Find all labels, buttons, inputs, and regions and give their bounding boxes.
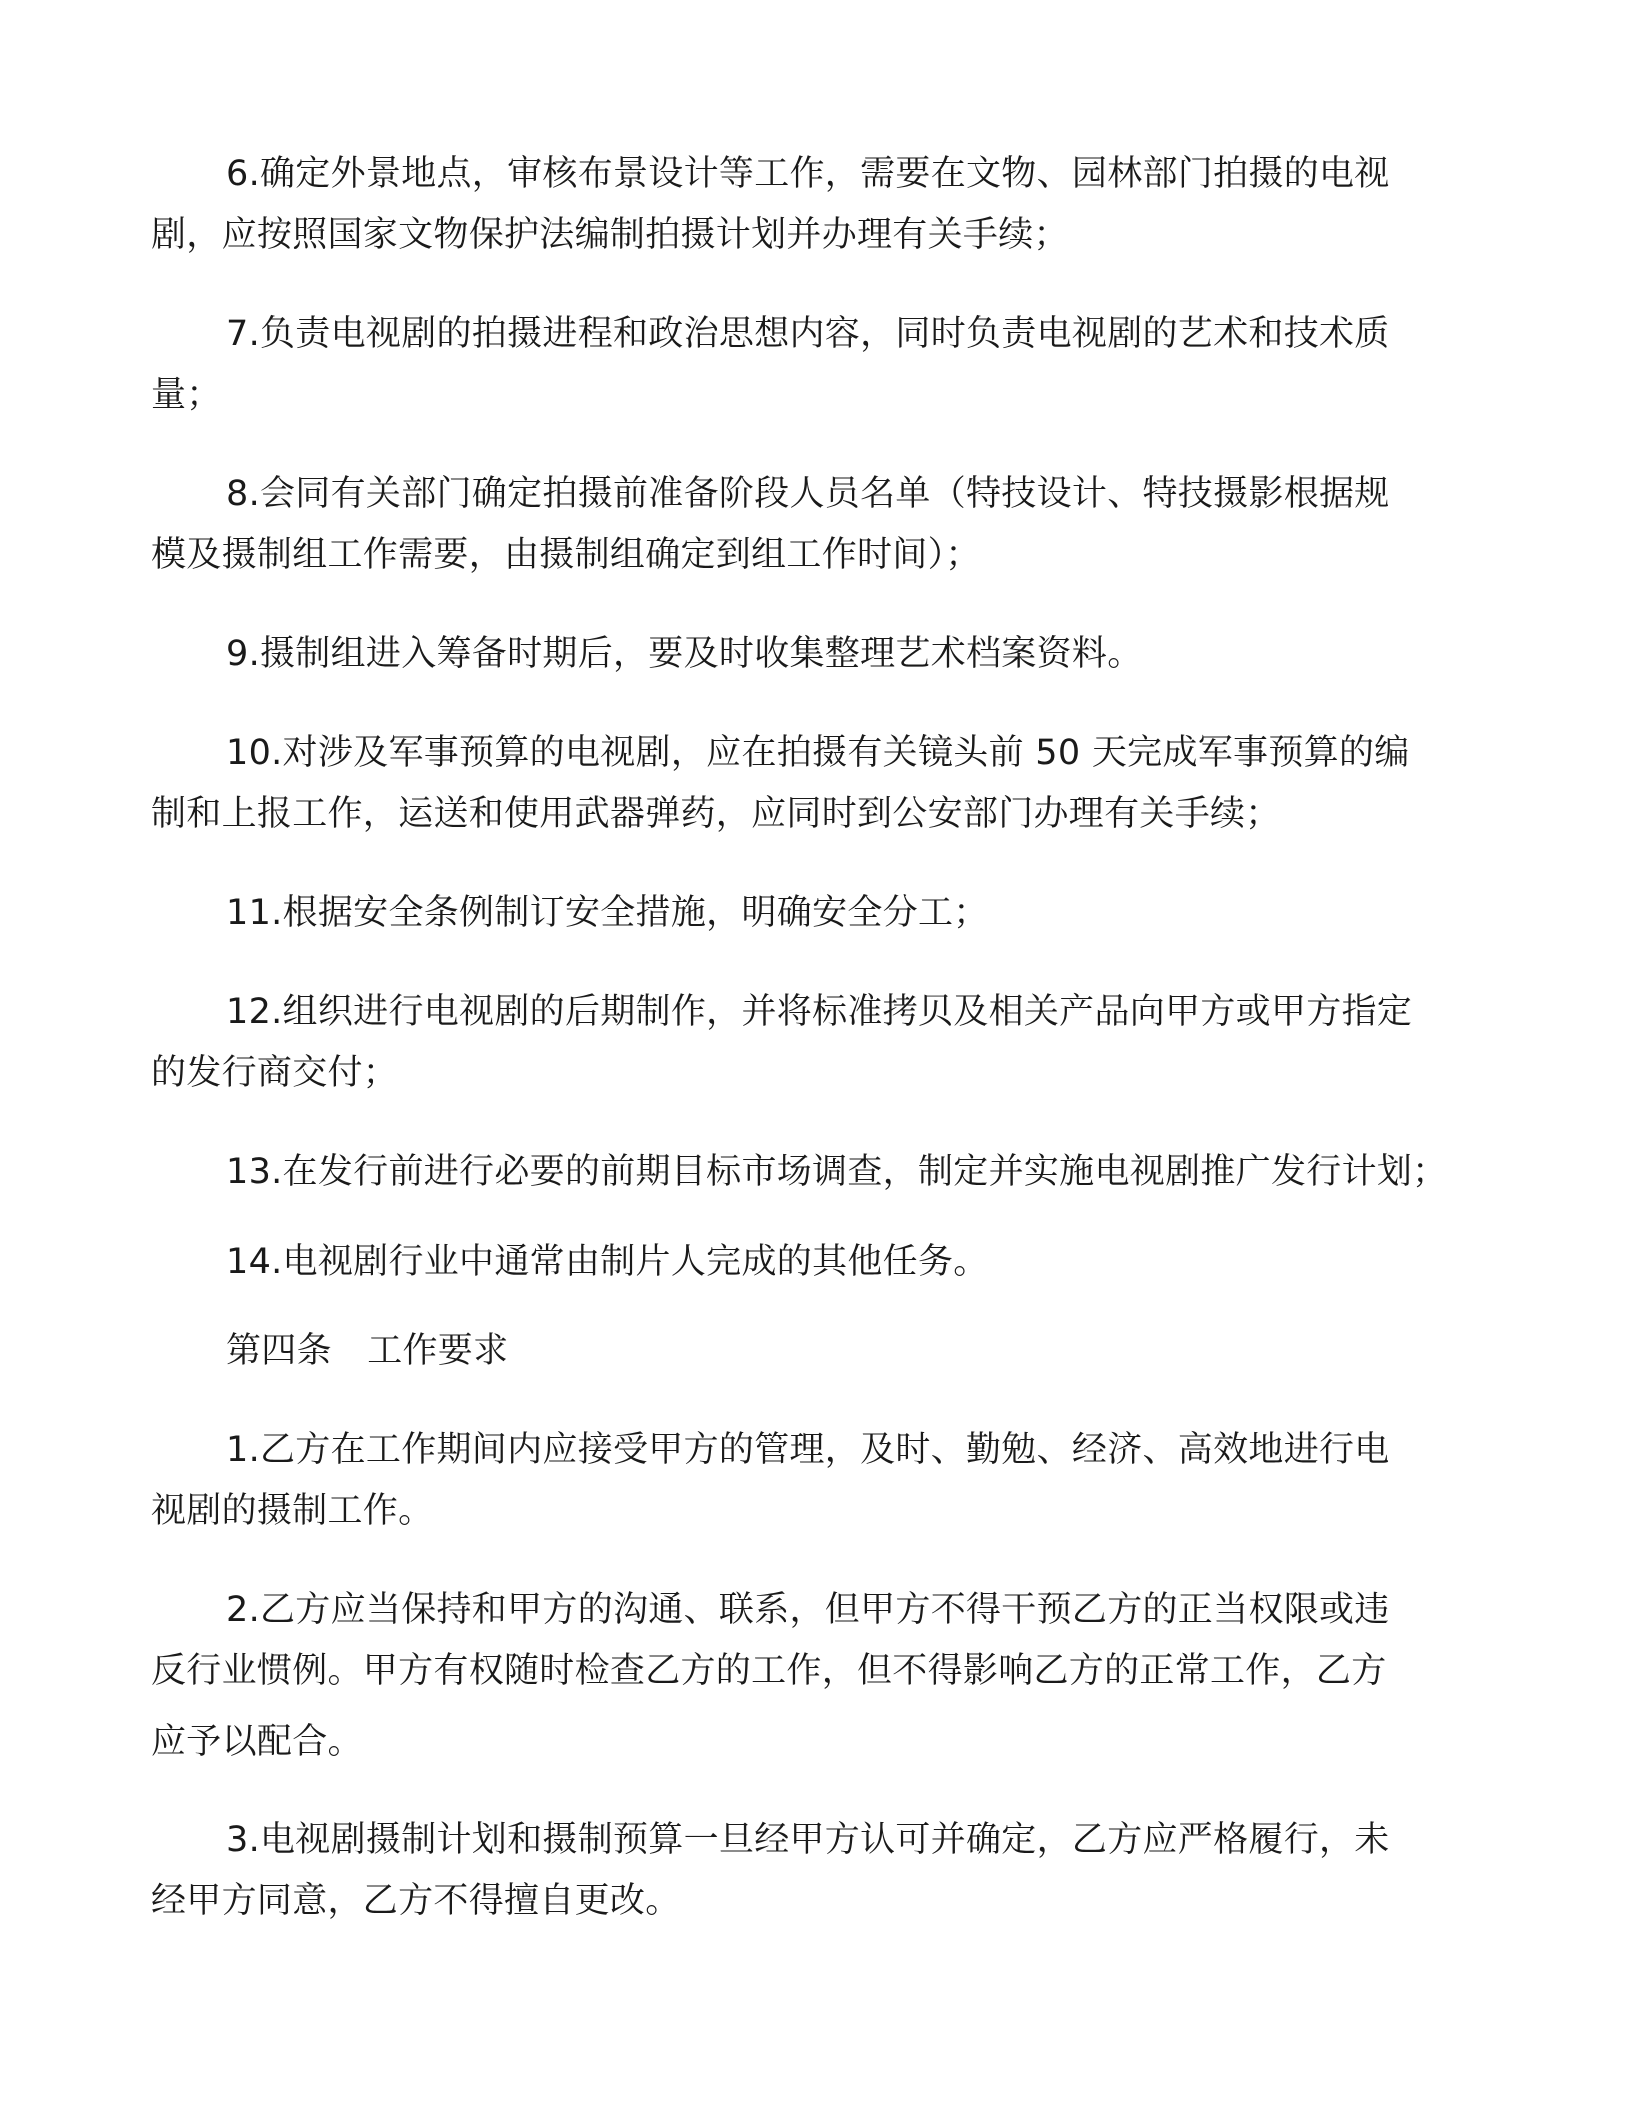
paragraph-line: 经甲方同意，乙方不得擅自更改。 <box>151 1881 681 1921</box>
paragraph-line: 1.乙方在工作期间内应接受甲方的管理，及时、勤勉、经济、高效地进行电 <box>226 1430 1390 1470</box>
paragraph-line: 13.在发行前进行必要的前期目标市场调查，制定并实施电视剧推广发行计划； <box>226 1152 1448 1192</box>
paragraph-line: 14.电视剧行业中通常由制片人完成的其他任务。 <box>226 1242 989 1282</box>
paragraph-line: 的发行商交付； <box>151 1053 399 1093</box>
paragraph-line: 量； <box>151 375 222 415</box>
paragraph-line: 12.组织进行电视剧的后期制作，并将标准拷贝及相关产品向甲方或甲方指定 <box>226 992 1413 1032</box>
paragraph-line: 3.电视剧摄制计划和摄制预算一旦经甲方认可并确定，乙方应严格履行，未 <box>226 1820 1390 1860</box>
paragraph-line: 8.会同有关部门确定拍摄前准备阶段人员名单（特技设计、特技摄影根据规 <box>226 474 1390 514</box>
paragraph-line: 视剧的摄制工作。 <box>151 1491 434 1531</box>
paragraph-line: 应予以配合。 <box>151 1722 363 1762</box>
paragraph-line: 9.摄制组进入筹备时期后，要及时收集整理艺术档案资料。 <box>226 634 1143 674</box>
paragraph-line: 10.对涉及军事预算的电视剧，应在拍摄有关镜头前 50 天完成军事预算的编 <box>226 733 1410 773</box>
paragraph-line: 反行业惯例。甲方有权随时检查乙方的工作，但不得影响乙方的正常工作，乙方 <box>151 1651 1387 1691</box>
section-heading: 第四条 工作要求 <box>226 1331 509 1371</box>
paragraph-line: 6.确定外景地点，审核布景设计等工作，需要在文物、园林部门拍摄的电视 <box>226 154 1390 194</box>
paragraph-line: 模及摄制组工作需要，由摄制组确定到组工作时间）； <box>151 535 981 575</box>
paragraph-line: 剧，应按照国家文物保护法编制拍摄计划并办理有关手续； <box>151 215 1069 255</box>
paragraph-line: 11.根据安全条例制订安全措施，明确安全分工； <box>226 893 989 933</box>
paragraph-line: 制和上报工作，运送和使用武器弹药，应同时到公安部门办理有关手续； <box>151 794 1281 834</box>
paragraph-line: 7.负责电视剧的拍摄进程和政治思想内容，同时负责电视剧的艺术和技术质 <box>226 314 1390 354</box>
paragraph-line: 2.乙方应当保持和甲方的沟通、联系，但甲方不得干预乙方的正当权限或违 <box>226 1590 1390 1630</box>
